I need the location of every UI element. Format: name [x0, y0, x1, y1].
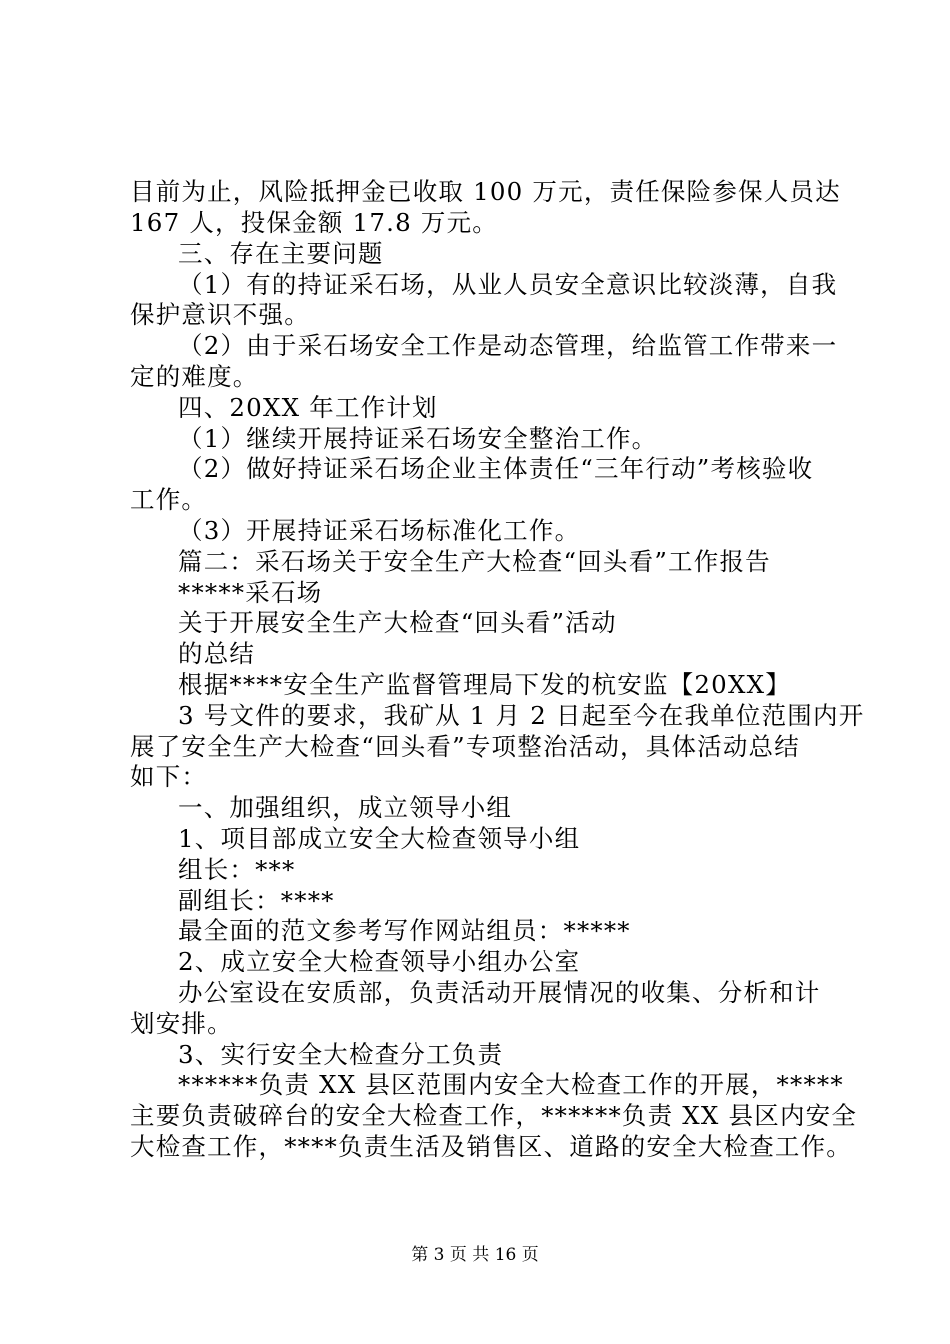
- text-line-10: （2）做好持证采石场企业主体责任“三年行动”考核验收: [178, 454, 814, 483]
- text-line-24: 副组长：****: [178, 886, 335, 915]
- text-line-17: 根据****安全生产监督管理局下发的杭安监【20XX】: [178, 670, 791, 699]
- text-line-1: 目前为止，风险抵押金已收取 100 万元，责任保险参保人员达: [130, 177, 841, 206]
- page-number-footer: 第 3 页 共 16 页: [411, 1245, 539, 1265]
- text-line-22: 1、项目部成立安全大检查领导小组: [178, 824, 581, 853]
- text-line-30: ******负责 XX 县区范围内安全大检查工作的开展，*****: [178, 1070, 844, 1099]
- text-line-9: （1）继续开展持证采石场安全整治工作。: [178, 424, 658, 453]
- org-name: *****采石场: [178, 578, 323, 607]
- text-line-19: 展了安全生产大检查“回头看”专项整治活动，具体活动总结: [130, 732, 800, 761]
- text-line-4: （1）有的持证采石场，从业人员安全意识比较淡薄，自我: [178, 270, 838, 299]
- text-line-28: 划安排。: [130, 1009, 233, 1038]
- chapter-title: 篇二：采石场关于安全生产大检查“回头看”工作报告: [178, 547, 771, 576]
- text-line-32: 大检查工作，****负责生活及销售区、道路的安全大检查工作。: [130, 1132, 852, 1161]
- text-line-7: 定的难度。: [130, 362, 259, 391]
- report-title-line-2: 的总结: [178, 639, 256, 668]
- report-title-line-1: 关于开展安全生产大检查“回头看”活动: [178, 608, 617, 637]
- text-line-31: 主要负责破碎台的安全大检查工作，******负责 XX 县区内安全: [130, 1101, 858, 1130]
- text-line-5: 保护意识不强。: [130, 300, 310, 329]
- text-line-18: 3 号文件的要求，我矿从 1 月 2 日起至今在我单位范围内开: [178, 701, 865, 730]
- section-heading-4: 四、20XX 年工作计划: [178, 393, 438, 422]
- text-line-26: 2、成立安全大检查领导小组办公室: [178, 947, 581, 976]
- text-line-20: 如下：: [130, 762, 208, 791]
- section-heading-3: 三、存在主要问题: [178, 239, 384, 268]
- text-line-12: （3）开展持证采石场标准化工作。: [178, 516, 581, 545]
- text-line-6: （2）由于采石场安全工作是动态管理，给监管工作带来一: [178, 331, 838, 360]
- section-heading-1: 一、加强组织，成立领导小组: [178, 793, 513, 822]
- text-line-25: 最全面的范文参考写作网站组员：*****: [178, 916, 631, 945]
- text-line-29: 3、实行安全大检查分工负责: [178, 1040, 504, 1069]
- text-line-11: 工作。: [130, 485, 208, 514]
- text-line-2: 167 人，投保金额 17.8 万元。: [130, 208, 498, 237]
- text-line-23: 组长：***: [178, 855, 296, 884]
- text-line-27: 办公室设在安质部，负责活动开展情况的收集、分析和计: [178, 978, 821, 1007]
